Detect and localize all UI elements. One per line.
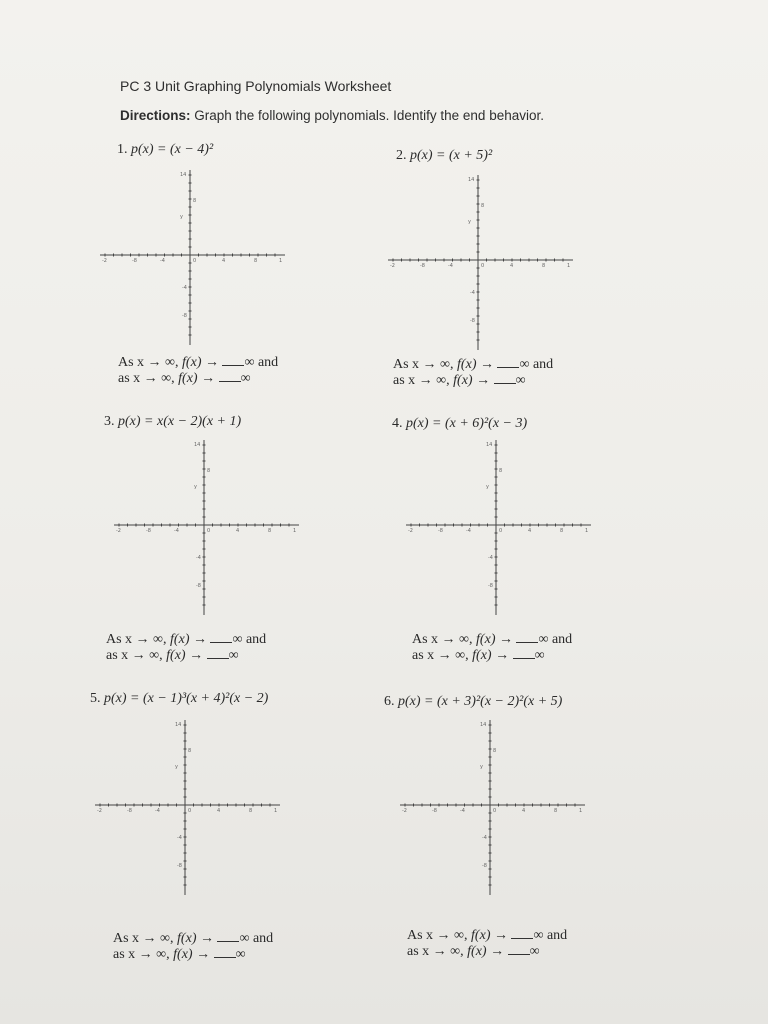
end-behavior-suffix: ∞: [515, 373, 526, 388]
answer-blank[interactable]: [217, 931, 239, 942]
tick-label: 1: [585, 528, 589, 534]
end-behavior-line-1: [412, 632, 572, 648]
tick-label: -8: [488, 583, 493, 589]
end-behavior-prefix: As x → ∞,: [118, 355, 183, 370]
end-behavior-suffix: ∞ and: [538, 632, 573, 647]
tick-label: 0: [499, 528, 503, 534]
tick-label: -2: [116, 528, 121, 534]
tick-label: 0: [481, 263, 485, 269]
end-behavior-5: [113, 931, 273, 963]
tick-label: -4: [482, 835, 487, 841]
tick-label: y: [486, 484, 489, 490]
tick-label: -4: [460, 808, 465, 814]
end-behavior-line-2: [393, 373, 553, 389]
end-behavior-line-2: [113, 947, 273, 963]
end-behavior-line-1: [113, 931, 273, 947]
tick-label: 14: [480, 722, 487, 728]
fx-label: f(x): [170, 632, 190, 647]
tick-label: -2: [402, 808, 407, 814]
tick-label: y: [480, 764, 483, 770]
tick-label: 8: [188, 748, 192, 754]
tick-label: 0: [493, 808, 497, 814]
arrow: →: [185, 648, 207, 663]
problem-number: 2.: [396, 148, 407, 163]
tick-label: y: [468, 219, 471, 225]
tick-label: 0: [188, 808, 192, 814]
tick-label: 4: [222, 258, 226, 264]
tick-label: -2: [390, 263, 395, 269]
end-behavior-suffix: ∞ and: [533, 928, 568, 943]
tick-label: -8: [470, 318, 475, 324]
tick-label: -4: [177, 835, 182, 841]
graph-3-axes[interactable]: [114, 440, 299, 615]
fx-label: f(x): [177, 931, 197, 946]
fx-label: f(x): [453, 373, 473, 388]
end-behavior-line-2: [407, 944, 567, 960]
tick-label: -8: [482, 863, 487, 869]
end-behavior-prefix: As x → ∞,: [412, 632, 477, 647]
problem-4-equation: [392, 416, 527, 432]
end-behavior-prefix: As x → ∞,: [106, 632, 171, 647]
tick-label: 8: [254, 258, 258, 264]
tick-label: y: [194, 484, 197, 490]
tick-label: 4: [528, 528, 532, 534]
answer-blank[interactable]: [214, 947, 236, 958]
answer-blank[interactable]: [207, 648, 229, 659]
end-behavior-prefix: as x → ∞,: [118, 371, 179, 386]
tick-label: -2: [97, 808, 102, 814]
arrow: →: [472, 373, 494, 388]
directions-label: Directions:: [120, 108, 191, 123]
end-behavior-suffix: ∞ and: [232, 632, 267, 647]
end-behavior-line-2: [118, 371, 278, 387]
fx-label: f(x): [173, 947, 193, 962]
graph-1-axes[interactable]: [100, 170, 285, 345]
worksheet-title: PC 3 Unit Graphing Polynomials Worksheet: [120, 78, 392, 94]
end-behavior-prefix: as x → ∞,: [412, 648, 473, 663]
problem-equation: p(x) = (x + 3)²(x − 2)²(x + 5): [398, 694, 563, 709]
answer-blank[interactable]: [497, 357, 519, 368]
problem-equation: p(x) = (x − 4)²: [131, 142, 214, 157]
tick-label: 4: [217, 808, 221, 814]
end-behavior-2: [393, 357, 553, 389]
tick-label: 14: [468, 177, 475, 183]
tick-label: 4: [510, 263, 514, 269]
tick-label: 0: [207, 528, 211, 534]
fx-label: f(x): [472, 648, 492, 663]
fx-label: f(x): [476, 632, 496, 647]
answer-blank[interactable]: [513, 648, 535, 659]
tick-label: 4: [522, 808, 526, 814]
tick-label: y: [175, 764, 178, 770]
tick-label: 14: [180, 172, 187, 178]
end-behavior-suffix: ∞: [534, 648, 545, 663]
arrow: →: [192, 947, 214, 962]
end-behavior-suffix: ∞: [235, 947, 246, 962]
end-behavior-prefix: As x → ∞,: [113, 931, 178, 946]
tick-label: -8: [182, 313, 187, 319]
end-behavior-prefix: as x → ∞,: [393, 373, 454, 388]
problem-6-equation: [384, 694, 562, 710]
tick-label: -2: [102, 258, 107, 264]
end-behavior-suffix: ∞ and: [244, 355, 279, 370]
tick-label: 8: [193, 198, 197, 204]
graph-2-axes[interactable]: [388, 175, 573, 350]
arrow: →: [196, 931, 218, 946]
graph-5-axes[interactable]: [95, 720, 280, 895]
tick-label: 4: [236, 528, 240, 534]
tick-label: 8: [493, 748, 497, 754]
tick-label: 1: [279, 258, 283, 264]
problem-equation: p(x) = (x + 5)²: [410, 148, 493, 163]
end-behavior-1: [118, 355, 278, 387]
answer-blank[interactable]: [219, 371, 241, 382]
end-behavior-line-1: [118, 355, 278, 371]
end-behavior-line-1: [393, 357, 553, 373]
problem-3-equation: [104, 414, 241, 430]
tick-label: -8: [127, 808, 132, 814]
problem-number: 3.: [104, 414, 115, 429]
tick-label: 8: [499, 468, 503, 474]
problem-number: 6.: [384, 694, 395, 709]
end-behavior-suffix: ∞ and: [519, 357, 554, 372]
tick-label: -4: [488, 555, 493, 561]
arrow: →: [476, 357, 498, 372]
tick-label: 14: [175, 722, 182, 728]
tick-label: 1: [274, 808, 278, 814]
tick-label: 8: [560, 528, 564, 534]
tick-label: -8: [432, 808, 437, 814]
end-behavior-prefix: as x → ∞,: [113, 947, 174, 962]
end-behavior-prefix: As x → ∞,: [407, 928, 472, 943]
end-behavior-line-2: [412, 648, 572, 664]
tick-label: -4: [155, 808, 160, 814]
tick-label: 14: [194, 442, 201, 448]
tick-label: -4: [466, 528, 471, 534]
problem-number: 5.: [90, 691, 101, 706]
tick-label: -8: [146, 528, 151, 534]
fx-label: f(x): [457, 357, 477, 372]
tick-label: -8: [196, 583, 201, 589]
tick-label: y: [180, 214, 183, 220]
end-behavior-prefix: As x → ∞,: [393, 357, 458, 372]
end-behavior-suffix: ∞ and: [239, 931, 274, 946]
problem-equation: p(x) = (x − 1)³(x + 4)²(x − 2): [104, 691, 269, 706]
tick-label: 8: [249, 808, 253, 814]
problem-equation: p(x) = (x + 6)²(x − 3): [406, 416, 528, 431]
tick-label: 8: [542, 263, 546, 269]
tick-label: 8: [207, 468, 211, 474]
end-behavior-prefix: as x → ∞,: [106, 648, 167, 663]
answer-blank[interactable]: [511, 928, 533, 939]
arrow: →: [491, 648, 513, 663]
end-behavior-3: [106, 632, 266, 664]
tick-label: 1: [567, 263, 571, 269]
problem-number: 4.: [392, 416, 403, 431]
answer-blank[interactable]: [508, 944, 530, 955]
problem-equation: p(x) = x(x − 2)(x + 1): [118, 414, 242, 429]
tick-label: 8: [481, 203, 485, 209]
arrow: →: [197, 371, 219, 386]
tick-label: 8: [268, 528, 272, 534]
problem-5-equation: [90, 691, 268, 707]
problem-number: 1.: [117, 142, 128, 157]
graph-4-axes[interactable]: [406, 440, 591, 615]
tick-label: -4: [182, 285, 187, 291]
end-behavior-4: [412, 632, 572, 664]
answer-blank[interactable]: [222, 355, 244, 366]
arrow: →: [201, 355, 223, 370]
answer-blank[interactable]: [494, 373, 516, 384]
problem-1-equation: [117, 142, 213, 158]
fx-label: f(x): [471, 928, 491, 943]
end-behavior-suffix: ∞: [228, 648, 239, 663]
directions: [120, 108, 544, 123]
directions-text: Graph the following polynomials. Identify the end behavior.: [190, 108, 544, 123]
problem-2-equation: [396, 148, 492, 164]
tick-label: 1: [579, 808, 583, 814]
fx-label: f(x): [467, 944, 487, 959]
tick-label: -4: [174, 528, 179, 534]
fx-label: f(x): [166, 648, 186, 663]
end-behavior-line-1: [407, 928, 567, 944]
fx-label: f(x): [178, 371, 198, 386]
end-behavior-line-2: [106, 648, 266, 664]
tick-label: -4: [196, 555, 201, 561]
arrow: →: [495, 632, 517, 647]
graph-6-axes[interactable]: [400, 720, 585, 895]
tick-label: 14: [486, 442, 493, 448]
tick-label: 1: [293, 528, 297, 534]
tick-label: 8: [554, 808, 558, 814]
arrow: →: [486, 944, 508, 959]
fx-label: f(x): [182, 355, 202, 370]
tick-label: -8: [177, 863, 182, 869]
tick-label: -8: [420, 263, 425, 269]
tick-label: -8: [438, 528, 443, 534]
tick-label: 0: [193, 258, 197, 264]
end-behavior-suffix: ∞: [240, 371, 251, 386]
end-behavior-6: [407, 928, 567, 960]
end-behavior-suffix: ∞: [529, 944, 540, 959]
tick-label: -4: [470, 290, 475, 296]
tick-label: -2: [408, 528, 413, 534]
tick-label: -4: [160, 258, 165, 264]
tick-label: -8: [132, 258, 137, 264]
tick-label: -4: [448, 263, 453, 269]
arrow: →: [490, 928, 512, 943]
answer-blank[interactable]: [210, 632, 232, 643]
answer-blank[interactable]: [516, 632, 538, 643]
end-behavior-prefix: as x → ∞,: [407, 944, 468, 959]
end-behavior-line-1: [106, 632, 266, 648]
arrow: →: [189, 632, 211, 647]
